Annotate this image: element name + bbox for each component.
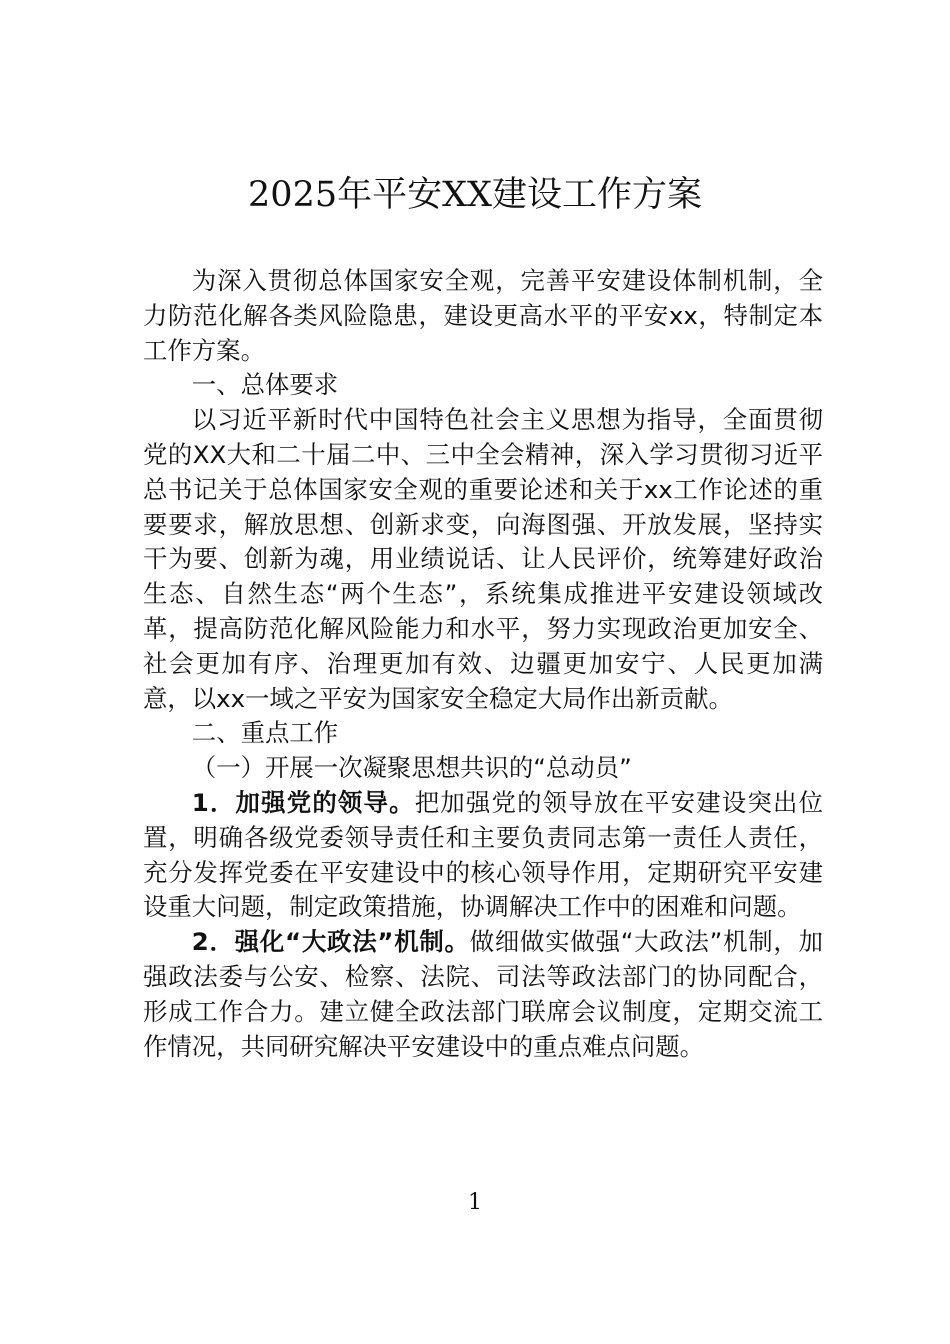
- subsection-heading-mobilization: （一）开展一次凝聚思想共识的“总动员”: [191, 753, 632, 783]
- item-1-lead: 1．加强党的领导。: [191, 787, 415, 817]
- section-heading-general-requirements: 一、总体要求: [191, 370, 339, 400]
- item-1-body: 把加强党的领导放在平安建设突出位置，明确各级党委领导责任和主要负责同志第一责任人责任，充分发挥党委在平安建设中的核心领导作用，定期研究平安建设重大问题，制定政策措施，协调解决工作中的困难和问题。: [143, 787, 823, 922]
- general-requirements-paragraph: 以习近平新时代中国特色社会主义思想为指导，全面贯彻党的XX大和二十届二中、三中全会精神，深入学习贯彻习近平总书记关于总体国家安全观的重要论述和关于xx工作论述的重要要求，解放思想、创新求变，向海图强、开放发展，坚持实干为要、创新为魂，用业绩说话、让人民评价，统筹建好政治生态、自然生态“两个生态”，系统集成推进平安建设领域改革，提高防范化解风险能力和水平，努力实现政治更加安全、社会更加有序、治理更加有效、边疆更加安宁、人民更加满意，以xx一域之平安为国家安全稳定大局作出新贡献。: [143, 405, 823, 713]
- intro-paragraph: 为深入贯彻总体国家安全观，完善平安建设体制机制，全力防范化解各类风险隐患，建设更高水平的平安xx，特制定本工作方案。: [143, 266, 823, 365]
- page-number: 1: [468, 1190, 482, 1215]
- document-title: 2025年平安XX建设工作方案: [248, 175, 702, 215]
- item-2-paragraph: [143, 925, 823, 1064]
- item-2-lead: 2．强化“大政法”机制。: [191, 927, 470, 957]
- section-heading-key-work: 二、重点工作: [191, 718, 339, 748]
- document-body: [143, 264, 823, 1064]
- item-2-body: 做细做实做强“大政法”机制，加强政法委与公安、检察、法院、司法等政法部门的协同配合，形成工作合力。建立健全政法部门联席会议制度，定期交流工作情况，共同研究解决平安建设中的重点难点问题。: [143, 927, 823, 1061]
- item-1-paragraph: [143, 786, 823, 925]
